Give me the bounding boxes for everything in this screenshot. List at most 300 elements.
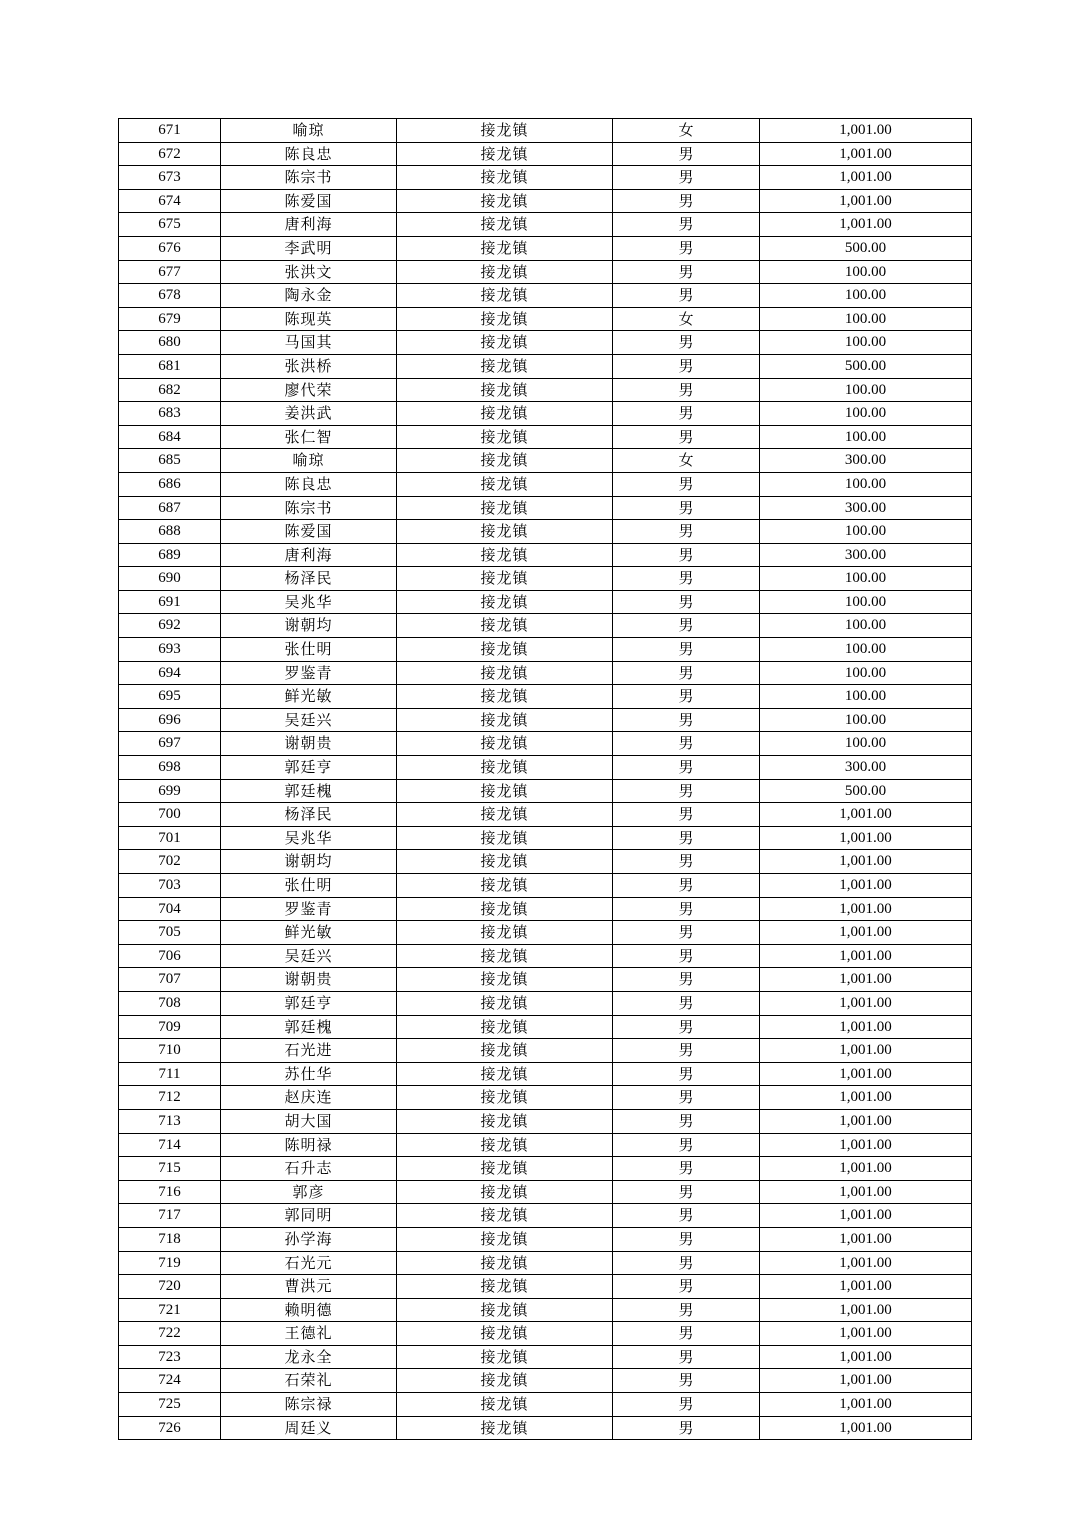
cell-name: 石光元 (221, 1251, 397, 1275)
cell-sex: 男 (613, 1251, 760, 1275)
table-row (119, 732, 972, 756)
cell-sex: 男 (613, 661, 760, 685)
table-row (119, 189, 972, 213)
table-row (119, 331, 972, 355)
cell-sex: 男 (613, 1086, 760, 1110)
cell-amount: 500.00 (760, 236, 972, 260)
table-row (119, 1393, 972, 1417)
table-row (119, 496, 972, 520)
cell-amount: 1,001.00 (760, 1322, 972, 1346)
cell-town: 接龙镇 (397, 425, 613, 449)
cell-name: 石升志 (221, 1157, 397, 1181)
cell-town: 接龙镇 (397, 1369, 613, 1393)
cell-amount: 1,001.00 (760, 1204, 972, 1228)
table-row (119, 1157, 972, 1181)
cell-sex: 男 (613, 897, 760, 921)
cell-amount: 100.00 (760, 378, 972, 402)
cell-town: 接龙镇 (397, 897, 613, 921)
cell-name: 赖明德 (221, 1298, 397, 1322)
cell-index: 680 (119, 331, 221, 355)
cell-index: 700 (119, 803, 221, 827)
cell-index: 687 (119, 496, 221, 520)
cell-name: 喻琼 (221, 119, 397, 143)
cell-name: 石荣礼 (221, 1369, 397, 1393)
table-row (119, 567, 972, 591)
cell-index: 682 (119, 378, 221, 402)
cell-name: 李武明 (221, 236, 397, 260)
table-row (119, 708, 972, 732)
table-row (119, 944, 972, 968)
cell-index: 671 (119, 119, 221, 143)
cell-sex: 男 (613, 944, 760, 968)
cell-amount: 1,001.00 (760, 1393, 972, 1417)
table-row (119, 213, 972, 237)
table-row (119, 874, 972, 898)
cell-sex: 男 (613, 850, 760, 874)
cell-town: 接龙镇 (397, 1204, 613, 1228)
cell-town: 接龙镇 (397, 1322, 613, 1346)
cell-name: 郭彦 (221, 1180, 397, 1204)
cell-amount: 100.00 (760, 307, 972, 331)
cell-name: 谢朝贵 (221, 968, 397, 992)
cell-amount: 1,001.00 (760, 826, 972, 850)
table-row (119, 1251, 972, 1275)
table-row (119, 1180, 972, 1204)
cell-town: 接龙镇 (397, 1180, 613, 1204)
cell-amount: 1,001.00 (760, 897, 972, 921)
table-row (119, 1275, 972, 1299)
cell-index: 722 (119, 1322, 221, 1346)
table-row (119, 284, 972, 308)
cell-sex: 男 (613, 1039, 760, 1063)
cell-town: 接龙镇 (397, 119, 613, 143)
cell-sex: 男 (613, 496, 760, 520)
cell-town: 接龙镇 (397, 1275, 613, 1299)
cell-amount: 100.00 (760, 472, 972, 496)
table-row (119, 1369, 972, 1393)
cell-town: 接龙镇 (397, 1393, 613, 1417)
cell-town: 接龙镇 (397, 378, 613, 402)
cell-amount: 500.00 (760, 354, 972, 378)
cell-town: 接龙镇 (397, 449, 613, 473)
cell-sex: 男 (613, 354, 760, 378)
cell-index: 718 (119, 1227, 221, 1251)
cell-sex: 男 (613, 567, 760, 591)
cell-name: 曹洪元 (221, 1275, 397, 1299)
cell-index: 673 (119, 166, 221, 190)
cell-name: 吴廷兴 (221, 944, 397, 968)
cell-sex: 男 (613, 472, 760, 496)
cell-town: 接龙镇 (397, 614, 613, 638)
table-row (119, 685, 972, 709)
cell-town: 接龙镇 (397, 402, 613, 426)
cell-amount: 100.00 (760, 638, 972, 662)
table-row (119, 850, 972, 874)
cell-name: 石光进 (221, 1039, 397, 1063)
cell-town: 接龙镇 (397, 260, 613, 284)
cell-index: 714 (119, 1133, 221, 1157)
table-row (119, 1416, 972, 1440)
cell-sex: 男 (613, 1369, 760, 1393)
cell-sex: 男 (613, 1062, 760, 1086)
cell-name: 王德礼 (221, 1322, 397, 1346)
cell-name: 杨泽民 (221, 567, 397, 591)
table-row (119, 354, 972, 378)
cell-amount: 1,001.00 (760, 1251, 972, 1275)
cell-sex: 男 (613, 921, 760, 945)
cell-town: 接龙镇 (397, 496, 613, 520)
cell-index: 725 (119, 1393, 221, 1417)
cell-sex: 男 (613, 826, 760, 850)
cell-index: 704 (119, 897, 221, 921)
cell-index: 726 (119, 1416, 221, 1440)
cell-town: 接龙镇 (397, 1157, 613, 1181)
table-row (119, 1322, 972, 1346)
cell-sex: 男 (613, 425, 760, 449)
cell-sex: 男 (613, 779, 760, 803)
cell-sex: 男 (613, 260, 760, 284)
cell-name: 郭廷槐 (221, 1015, 397, 1039)
table-row (119, 543, 972, 567)
cell-name: 郭廷亨 (221, 991, 397, 1015)
cell-sex: 男 (613, 1157, 760, 1181)
cell-sex: 男 (613, 166, 760, 190)
table-row (119, 142, 972, 166)
cell-name: 杨泽民 (221, 803, 397, 827)
cell-sex: 男 (613, 1275, 760, 1299)
cell-town: 接龙镇 (397, 590, 613, 614)
cell-index: 692 (119, 614, 221, 638)
cell-sex: 女 (613, 119, 760, 143)
table-row (119, 472, 972, 496)
cell-index: 672 (119, 142, 221, 166)
cell-name: 张仕明 (221, 638, 397, 662)
cell-amount: 1,001.00 (760, 1015, 972, 1039)
cell-name: 孙学海 (221, 1227, 397, 1251)
cell-name: 郭廷亨 (221, 756, 397, 780)
cell-name: 张仕明 (221, 874, 397, 898)
cell-town: 接龙镇 (397, 1109, 613, 1133)
cell-amount: 1,001.00 (760, 1062, 972, 1086)
cell-town: 接龙镇 (397, 874, 613, 898)
cell-town: 接龙镇 (397, 472, 613, 496)
table-row (119, 779, 972, 803)
cell-index: 702 (119, 850, 221, 874)
table-row (119, 1204, 972, 1228)
cell-sex: 男 (613, 685, 760, 709)
cell-town: 接龙镇 (397, 1345, 613, 1369)
cell-name: 喻琼 (221, 449, 397, 473)
cell-name: 陈良忠 (221, 472, 397, 496)
cell-amount: 500.00 (760, 779, 972, 803)
cell-town: 接龙镇 (397, 331, 613, 355)
cell-sex: 男 (613, 1015, 760, 1039)
cell-amount: 1,001.00 (760, 1133, 972, 1157)
cell-name: 姜洪武 (221, 402, 397, 426)
cell-town: 接龙镇 (397, 968, 613, 992)
cell-town: 接龙镇 (397, 1133, 613, 1157)
table-row (119, 520, 972, 544)
cell-name: 陈爱国 (221, 189, 397, 213)
cell-index: 712 (119, 1086, 221, 1110)
cell-town: 接龙镇 (397, 944, 613, 968)
cell-town: 接龙镇 (397, 142, 613, 166)
cell-amount: 1,001.00 (760, 968, 972, 992)
cell-index: 705 (119, 921, 221, 945)
table-row (119, 826, 972, 850)
cell-name: 周廷义 (221, 1416, 397, 1440)
cell-index: 679 (119, 307, 221, 331)
cell-amount: 100.00 (760, 331, 972, 355)
cell-amount: 300.00 (760, 543, 972, 567)
cell-town: 接龙镇 (397, 756, 613, 780)
cell-sex: 男 (613, 732, 760, 756)
cell-sex: 男 (613, 189, 760, 213)
cell-amount: 100.00 (760, 708, 972, 732)
cell-amount: 1,001.00 (760, 850, 972, 874)
cell-name: 唐利海 (221, 213, 397, 237)
cell-name: 陈现英 (221, 307, 397, 331)
cell-name: 郭廷槐 (221, 779, 397, 803)
cell-index: 674 (119, 189, 221, 213)
cell-name: 张洪桥 (221, 354, 397, 378)
cell-amount: 1,001.00 (760, 1039, 972, 1063)
cell-sex: 男 (613, 1345, 760, 1369)
table-row (119, 614, 972, 638)
cell-town: 接龙镇 (397, 921, 613, 945)
cell-amount: 100.00 (760, 425, 972, 449)
cell-amount: 100.00 (760, 520, 972, 544)
table-row (119, 1345, 972, 1369)
cell-sex: 男 (613, 1393, 760, 1417)
cell-index: 710 (119, 1039, 221, 1063)
cell-amount: 1,001.00 (760, 874, 972, 898)
cell-index: 691 (119, 590, 221, 614)
cell-index: 701 (119, 826, 221, 850)
cell-index: 677 (119, 260, 221, 284)
cell-sex: 男 (613, 1133, 760, 1157)
cell-index: 709 (119, 1015, 221, 1039)
table-row (119, 1015, 972, 1039)
cell-town: 接龙镇 (397, 708, 613, 732)
cell-index: 676 (119, 236, 221, 260)
cell-index: 720 (119, 1275, 221, 1299)
cell-amount: 100.00 (760, 567, 972, 591)
cell-town: 接龙镇 (397, 779, 613, 803)
cell-index: 699 (119, 779, 221, 803)
cell-sex: 男 (613, 1109, 760, 1133)
cell-name: 苏仕华 (221, 1062, 397, 1086)
cell-index: 686 (119, 472, 221, 496)
cell-town: 接龙镇 (397, 1416, 613, 1440)
cell-name: 龙永全 (221, 1345, 397, 1369)
cell-amount: 300.00 (760, 449, 972, 473)
cell-name: 鲜光敏 (221, 685, 397, 709)
cell-index: 703 (119, 874, 221, 898)
cell-index: 719 (119, 1251, 221, 1275)
cell-index: 693 (119, 638, 221, 662)
cell-town: 接龙镇 (397, 1015, 613, 1039)
cell-sex: 男 (613, 236, 760, 260)
cell-index: 723 (119, 1345, 221, 1369)
table-row (119, 378, 972, 402)
cell-sex: 男 (613, 968, 760, 992)
cell-sex: 男 (613, 1298, 760, 1322)
cell-sex: 男 (613, 874, 760, 898)
table-row (119, 921, 972, 945)
cell-amount: 1,001.00 (760, 1227, 972, 1251)
cell-name: 张洪文 (221, 260, 397, 284)
cell-town: 接龙镇 (397, 1251, 613, 1275)
table-row (119, 236, 972, 260)
cell-name: 陈宗禄 (221, 1393, 397, 1417)
cell-name: 鲜光敏 (221, 921, 397, 945)
cell-town: 接龙镇 (397, 685, 613, 709)
cell-town: 接龙镇 (397, 213, 613, 237)
cell-amount: 1,001.00 (760, 1180, 972, 1204)
cell-sex: 男 (613, 708, 760, 732)
cell-amount: 1,001.00 (760, 189, 972, 213)
cell-amount: 1,001.00 (760, 166, 972, 190)
table-row (119, 1086, 972, 1110)
cell-sex: 男 (613, 142, 760, 166)
table-row (119, 1133, 972, 1157)
cell-amount: 1,001.00 (760, 1345, 972, 1369)
cell-amount: 1,001.00 (760, 213, 972, 237)
cell-index: 678 (119, 284, 221, 308)
cell-sex: 男 (613, 991, 760, 1015)
cell-sex: 女 (613, 307, 760, 331)
cell-name: 郭同明 (221, 1204, 397, 1228)
cell-amount: 1,001.00 (760, 142, 972, 166)
cell-town: 接龙镇 (397, 1086, 613, 1110)
cell-name: 罗鉴青 (221, 661, 397, 685)
cell-amount: 1,001.00 (760, 1109, 972, 1133)
cell-index: 696 (119, 708, 221, 732)
table-row (119, 1062, 972, 1086)
cell-town: 接龙镇 (397, 1039, 613, 1063)
cell-town: 接龙镇 (397, 543, 613, 567)
cell-town: 接龙镇 (397, 850, 613, 874)
table-body (119, 119, 972, 1440)
cell-name: 马国其 (221, 331, 397, 355)
cell-name: 陈宗书 (221, 496, 397, 520)
cell-name: 吴廷兴 (221, 708, 397, 732)
cell-amount: 100.00 (760, 590, 972, 614)
cell-amount: 1,001.00 (760, 1086, 972, 1110)
cell-sex: 男 (613, 756, 760, 780)
cell-index: 683 (119, 402, 221, 426)
cell-name: 谢朝均 (221, 614, 397, 638)
table-row (119, 756, 972, 780)
cell-index: 713 (119, 1109, 221, 1133)
cell-town: 接龙镇 (397, 732, 613, 756)
cell-sex: 男 (613, 402, 760, 426)
cell-name: 罗鉴青 (221, 897, 397, 921)
cell-amount: 1,001.00 (760, 1275, 972, 1299)
cell-town: 接龙镇 (397, 236, 613, 260)
cell-amount: 300.00 (760, 756, 972, 780)
cell-town: 接龙镇 (397, 567, 613, 591)
table-row (119, 449, 972, 473)
table-row (119, 260, 972, 284)
table-row (119, 1298, 972, 1322)
cell-index: 721 (119, 1298, 221, 1322)
cell-sex: 男 (613, 614, 760, 638)
cell-town: 接龙镇 (397, 354, 613, 378)
cell-amount: 1,001.00 (760, 1298, 972, 1322)
cell-sex: 男 (613, 378, 760, 402)
cell-index: 684 (119, 425, 221, 449)
cell-sex: 男 (613, 638, 760, 662)
cell-town: 接龙镇 (397, 307, 613, 331)
cell-town: 接龙镇 (397, 1298, 613, 1322)
cell-name: 谢朝贵 (221, 732, 397, 756)
cell-index: 707 (119, 968, 221, 992)
cell-sex: 男 (613, 590, 760, 614)
cell-index: 708 (119, 991, 221, 1015)
table-row (119, 1039, 972, 1063)
cell-amount: 100.00 (760, 614, 972, 638)
cell-name: 陈良忠 (221, 142, 397, 166)
cell-index: 675 (119, 213, 221, 237)
cell-sex: 男 (613, 520, 760, 544)
cell-town: 接龙镇 (397, 1227, 613, 1251)
cell-sex: 男 (613, 331, 760, 355)
cell-amount: 1,001.00 (760, 1157, 972, 1181)
cell-index: 711 (119, 1062, 221, 1086)
table-row (119, 402, 972, 426)
cell-name: 吴兆华 (221, 590, 397, 614)
cell-name: 陶永金 (221, 284, 397, 308)
table-row (119, 1227, 972, 1251)
cell-index: 689 (119, 543, 221, 567)
cell-amount: 1,001.00 (760, 1369, 972, 1393)
table-row (119, 968, 972, 992)
cell-index: 724 (119, 1369, 221, 1393)
cell-amount: 1,001.00 (760, 991, 972, 1015)
cell-amount: 1,001.00 (760, 921, 972, 945)
cell-name: 张仁智 (221, 425, 397, 449)
table-row (119, 1109, 972, 1133)
cell-name: 陈宗书 (221, 166, 397, 190)
cell-index: 716 (119, 1180, 221, 1204)
cell-index: 695 (119, 685, 221, 709)
cell-amount: 100.00 (760, 661, 972, 685)
cell-amount: 1,001.00 (760, 803, 972, 827)
cell-sex: 男 (613, 1416, 760, 1440)
cell-name: 胡大国 (221, 1109, 397, 1133)
cell-amount: 300.00 (760, 496, 972, 520)
cell-index: 706 (119, 944, 221, 968)
cell-amount: 100.00 (760, 732, 972, 756)
cell-name: 陈明禄 (221, 1133, 397, 1157)
cell-name: 谢朝均 (221, 850, 397, 874)
cell-sex: 男 (613, 213, 760, 237)
cell-index: 697 (119, 732, 221, 756)
table-row (119, 119, 972, 143)
cell-town: 接龙镇 (397, 284, 613, 308)
cell-sex: 男 (613, 1322, 760, 1346)
cell-index: 685 (119, 449, 221, 473)
cell-name: 廖代荣 (221, 378, 397, 402)
cell-town: 接龙镇 (397, 520, 613, 544)
table-row (119, 425, 972, 449)
cell-amount: 100.00 (760, 260, 972, 284)
cell-town: 接龙镇 (397, 638, 613, 662)
cell-sex: 男 (613, 1227, 760, 1251)
table-row (119, 991, 972, 1015)
